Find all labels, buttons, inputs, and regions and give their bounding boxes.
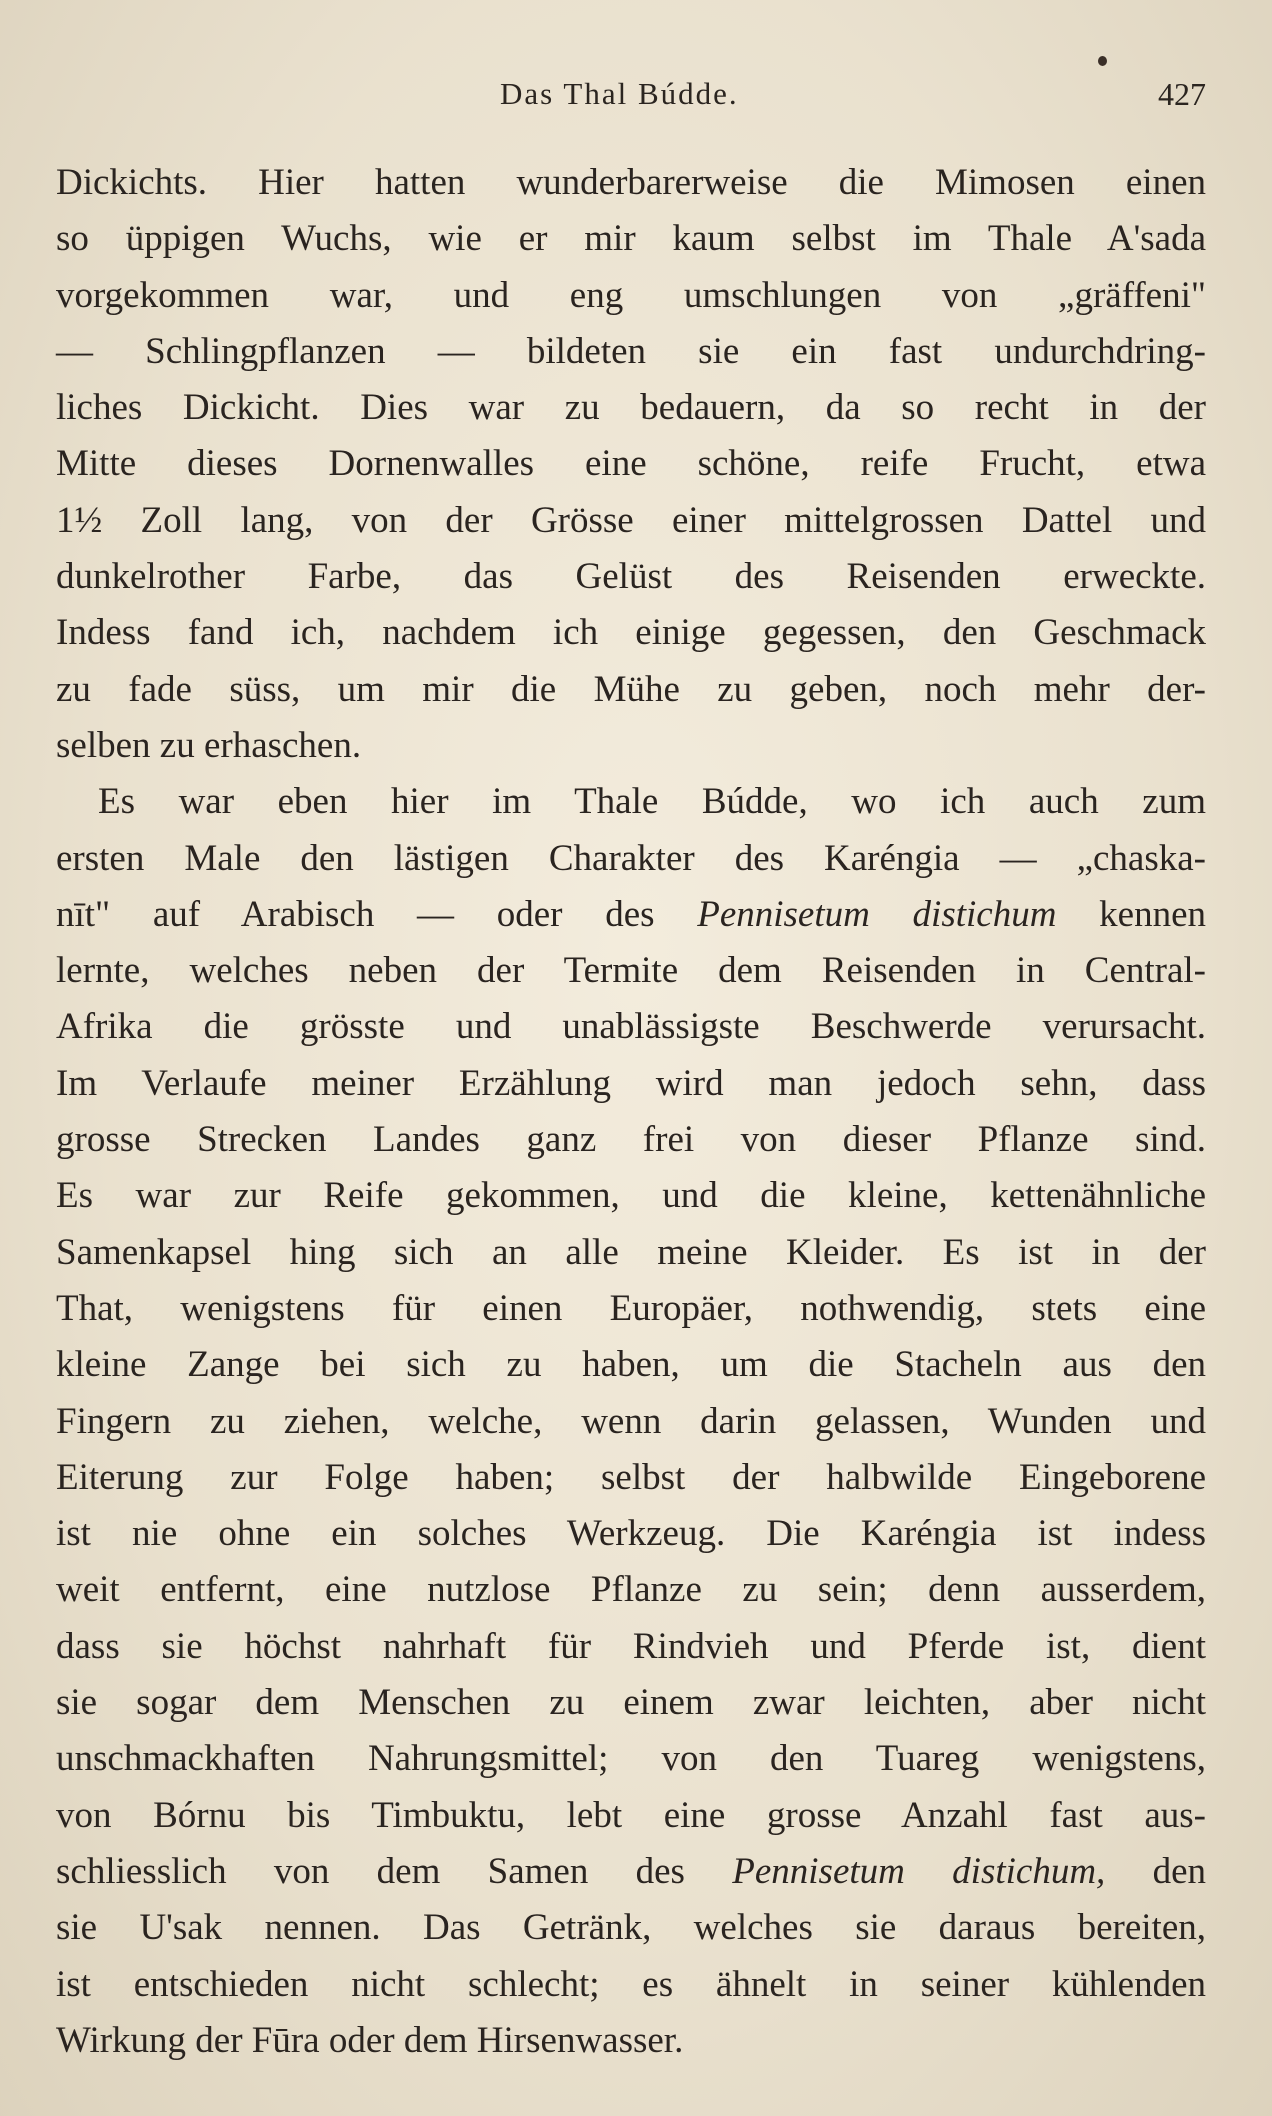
text-line: Es war zur Reife gekommen, und die kleine, kettenähnliche <box>56 1175 1206 1217</box>
text-line: so üppigen Wuchs, wie er mir kaum selbst im Thale A'sada <box>56 218 1206 260</box>
text-line: lernte, welches neben der Termite dem Reisenden in Central- <box>56 950 1206 992</box>
text-line: sie sogar dem Menschen zu einem zwar leichten, aber nicht <box>56 1682 1206 1724</box>
text-line: selben zu erhaschen. <box>56 724 362 766</box>
text-line: dass sie höchst nahrhaft für Rindvieh und Pferde ist, dient <box>56 1625 1206 1667</box>
text-line: Wirkung der Fūra oder dem Hirsenwasser. <box>56 2019 684 2061</box>
text-line: — Schlingpflanzen — bildeten sie ein fast undurchdring- <box>56 330 1206 372</box>
text-line: Im Verlaufe meiner Erzählung wird man jedoch sehn, dass <box>56 1062 1206 1104</box>
ink-speck <box>1098 56 1107 66</box>
text-line: Afrika die grösste und unablässigste Beschwerde verursacht. <box>56 1006 1206 1048</box>
text-line: vorgekommen war, und eng umschlungen von „gräffeni" <box>56 274 1206 316</box>
text-line: ist entschieden nicht schlecht; es ähnelt in seiner kühlenden <box>56 1963 1206 2005</box>
text-line: ersten Male den lästigen Charakter des Karéngia — „chaska- <box>56 837 1206 879</box>
latin-name: Pennisetum distichum, <box>732 1850 1106 1892</box>
latin-name: Pennisetum distichum <box>697 893 1057 935</box>
text-line: kleine Zange bei sich zu haben, um die Stacheln aus den <box>56 1344 1206 1386</box>
text-line: Mitte dieses Dornenwalles eine schöne, reife Frucht, etwa <box>56 443 1206 485</box>
text-line: Dickichts. Hier hatten wunderbarerweise die Mimosen einen <box>56 162 1206 203</box>
text-line: zu fade süss, um mir die Mühe zu geben, noch mehr der- <box>56 668 1206 710</box>
text-line: von Bórnu bis Timbuktu, lebt eine grosse Anzahl fast aus- <box>56 1794 1206 1836</box>
text-line: sie U'sak nennen. Das Getränk, welches sie daraus bereiten, <box>56 1907 1206 1949</box>
paragraph-2 <box>56 774 1206 2069</box>
text-line: Es war eben hier im Thale Búdde, wo ich auch zum <box>98 781 1206 823</box>
text-line: unschmackhaften Nahrungsmittel; von den Tuareg wenigstens, <box>56 1738 1206 1780</box>
running-title: Das Thal Búdde. <box>500 76 739 111</box>
text-line: weit entfernt, eine nutzlose Pflanze zu sein; denn ausserdem, <box>56 1569 1206 1611</box>
page-number: 427 <box>1158 76 1206 112</box>
text-line: ist nie ohne ein solches Werkzeug. Die Karéngia ist indess <box>56 1513 1206 1555</box>
text-line: liches Dickicht. Dies war zu bedauern, da so recht in der <box>56 387 1206 429</box>
text-run: den <box>1152 1850 1207 1892</box>
text-line: Fingern zu ziehen, welche, wenn darin gelassen, Wunden und <box>56 1400 1206 1442</box>
text-line: Indess fand ich, nachdem ich einige gegessen, den Geschmack <box>56 612 1206 654</box>
paragraph-1 <box>56 155 1206 774</box>
text-line-mixed <box>56 887 1206 943</box>
text-line: grosse Strecken Landes ganz frei von dieser Pflanze sind. <box>56 1119 1206 1161</box>
text-line: That, wenigstens für einen Europäer, nothwendig, stets eine <box>56 1287 1206 1329</box>
running-header <box>0 76 1272 126</box>
text-line: Samenkapsel hing sich an alle meine Kleider. Es ist in der <box>56 1231 1206 1273</box>
text-line: 1½ Zoll lang, von der Grösse einer mittelgrossen Dattel und <box>56 499 1206 541</box>
text-line-mixed <box>56 1844 1206 1900</box>
body-text <box>56 155 1206 2069</box>
text-run: kennen <box>1099 893 1206 935</box>
text-run: schliesslich von dem Samen des <box>56 1850 685 1892</box>
text-line: dunkelrother Farbe, das Gelüst des Reisenden erweckte. <box>56 556 1206 598</box>
text-run: nīt" auf Arabisch — oder des <box>56 893 655 935</box>
text-line: Eiterung zur Folge haben; selbst der halbwilde Eingeborene <box>56 1456 1206 1498</box>
